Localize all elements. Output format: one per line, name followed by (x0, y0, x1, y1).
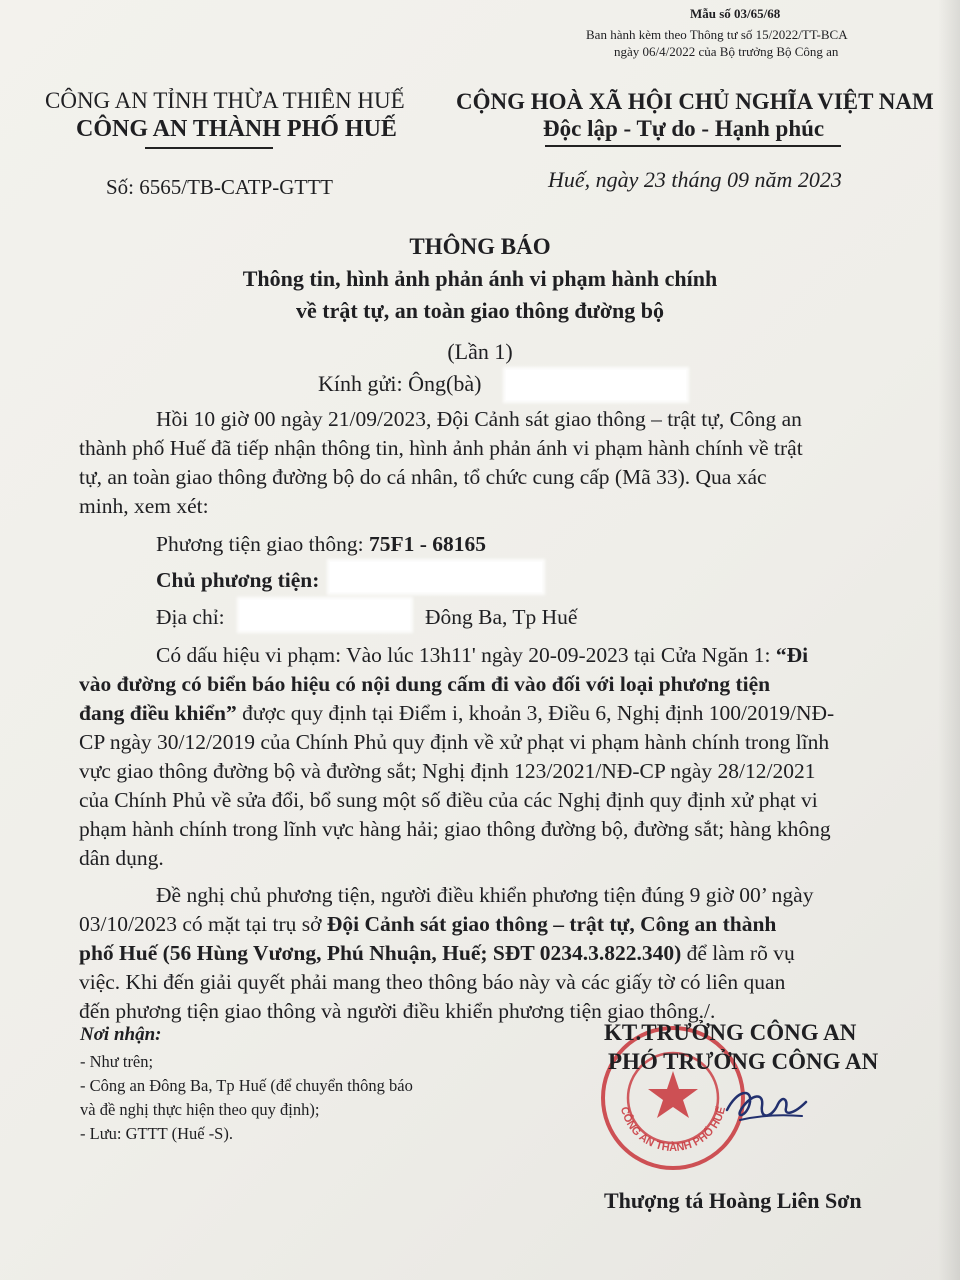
violation-quote-end: đang điều khiển” (79, 701, 237, 725)
violation-line (79, 701, 834, 726)
circular-date: ngày 06/4/2022 của Bộ trưởng Bộ Công an (614, 44, 839, 59)
redaction-recipient-name (506, 370, 686, 400)
recipients-heading: Nơi nhận: (80, 1024, 162, 1045)
violation-quote-start: “Đi (775, 643, 809, 667)
violation-line (156, 643, 808, 668)
request-line: việc. Khi đến giải quyết phải mang theo thông báo này và các giấy tờ có liên quan (79, 970, 786, 994)
signature-title-1: KT.TRƯỞNG CÔNG AN (604, 1020, 857, 1045)
intro-line: Hồi 10 giờ 00 ngày 21/09/2023, Đội Cảnh sát giao thông – trật tự, Công an (156, 407, 802, 431)
national-motto: Độc lập - Tự do - Hạnh phúc (543, 116, 825, 141)
owner-line (156, 568, 319, 593)
notice-round: (Lần 1) (447, 339, 513, 364)
intro-line: minh, xem xét: (79, 494, 209, 518)
redaction-address (240, 600, 410, 630)
violation-quote: vào đường có biển báo hiệu có nội dung cấm đi vào đối với loại phương tiện (79, 672, 771, 696)
recipient-line: Kính gửi: Ông(bà) (318, 371, 482, 396)
document-subtitle-2: về trật tự, an toàn giao thông đường bộ (295, 298, 664, 323)
vehicle-plate: 75F1 - 68165 (368, 532, 486, 556)
address-label: Địa chỉ: (156, 605, 225, 629)
request-lead: 03/10/2023 có mặt tại trụ sở (79, 912, 327, 936)
agency-parent: CÔNG AN TỈNH THỪA THIÊN HUẾ (45, 88, 405, 113)
request-address: phố Huế (56 Hùng Vương, Phú Nhuận, Huế; SĐT 0234.3.822.340) (79, 941, 682, 965)
violation-line: phạm hành chính trong lĩnh vực hàng hải; giao thông đường bộ, đường sắt; hàng không (79, 817, 831, 841)
intro-line: thành phố Huế đã tiếp nhận thông tin, hình ảnh phản ánh vi phạm hành chính về trật (79, 436, 803, 460)
recipient-item: - Lưu: GTTT (Huế -S). (80, 1124, 233, 1143)
request-line (79, 912, 776, 937)
violation-regulation: được quy định tại Điểm i, khoản 3, Điều 6, Nghị định 100/2019/NĐ- (236, 701, 835, 725)
signature-title-2: PHÓ TRƯỞNG CÔNG AN (608, 1049, 879, 1074)
request-office: Đội Cảnh sát giao thông – trật tự, Công an thành (326, 912, 777, 936)
agency-underline (145, 147, 273, 149)
request-line: Đề nghị chủ phương tiện, người điều khiển phương tiện đúng 9 giờ 00’ ngày (156, 883, 814, 907)
vehicle-line (156, 532, 486, 557)
vehicle-label: Phương tiện giao thông: (156, 532, 369, 556)
violation-line: CP ngày 30/12/2019 của Chính Phủ quy định về xử phạt vi phạm hành chính trong lĩnh (79, 730, 830, 754)
redaction-owner-name (330, 562, 542, 592)
svg-text:CÔNG AN THÀNH PHỐ HUẾ: CÔNG AN THÀNH PHỐ HUẾ (617, 1105, 729, 1155)
recipient-item: - Như trên; (80, 1052, 154, 1071)
form-number: Mẫu số 03/65/68 (690, 6, 781, 21)
violation-line: dân dụng. (79, 846, 164, 870)
signer-name: Thượng tá Hoàng Liên Sơn (604, 1188, 862, 1213)
motto-underline (545, 145, 841, 147)
violation-lead: Có dấu hiệu vi phạm: Vào lúc 13h11' ngày 20-09-2023 tại Cửa Ngăn 1: (156, 643, 776, 667)
recipient-item: - Công an Đông Ba, Tp Huế (để chuyển thông báo (80, 1076, 413, 1095)
request-line: đến phương tiện giao thông và người điều khiển phương tiện giao thông./. (79, 999, 716, 1023)
document-date: Huế, ngày 23 tháng 09 năm 2023 (548, 167, 842, 192)
handwritten-signature (722, 1080, 812, 1130)
national-title: CỘNG HOÀ XÃ HỘI CHỦ NGHĨA VIỆT NAM (456, 89, 934, 114)
agency-name: CÔNG AN THÀNH PHỐ HUẾ (76, 116, 397, 142)
owner-label: Chủ phương tiện: (156, 568, 320, 592)
document-number: Số: 6565/TB-CATP-GTTT (106, 175, 333, 199)
recipient-item: và đề nghị thực hiện theo quy định); (80, 1100, 320, 1119)
circular-reference: Ban hành kèm theo Thông tư số 15/2022/TT-BCA (586, 27, 848, 42)
request-purpose: để làm rõ vụ (681, 941, 795, 965)
address-tail: Đông Ba, Tp Huế (425, 605, 578, 629)
intro-line: tự, an toàn giao thông đường bộ do cá nhân, tổ chức cung cấp (Mã 33). Qua xác (79, 465, 767, 489)
request-line (79, 941, 795, 966)
document-title: THÔNG BÁO (409, 234, 551, 259)
violation-line: của Chính Phủ về sửa đổi, bổ sung một số điều của các Nghị định quy định xử phạt vi (79, 788, 818, 812)
document-subtitle-1: Thông tin, hình ảnh phản ánh vi phạm hành chính (242, 266, 718, 291)
violation-line: vực giao thông đường bộ và đường sắt; Nghị định 123/2021/NĐ-CP ngày 28/12/2021 (79, 759, 816, 783)
